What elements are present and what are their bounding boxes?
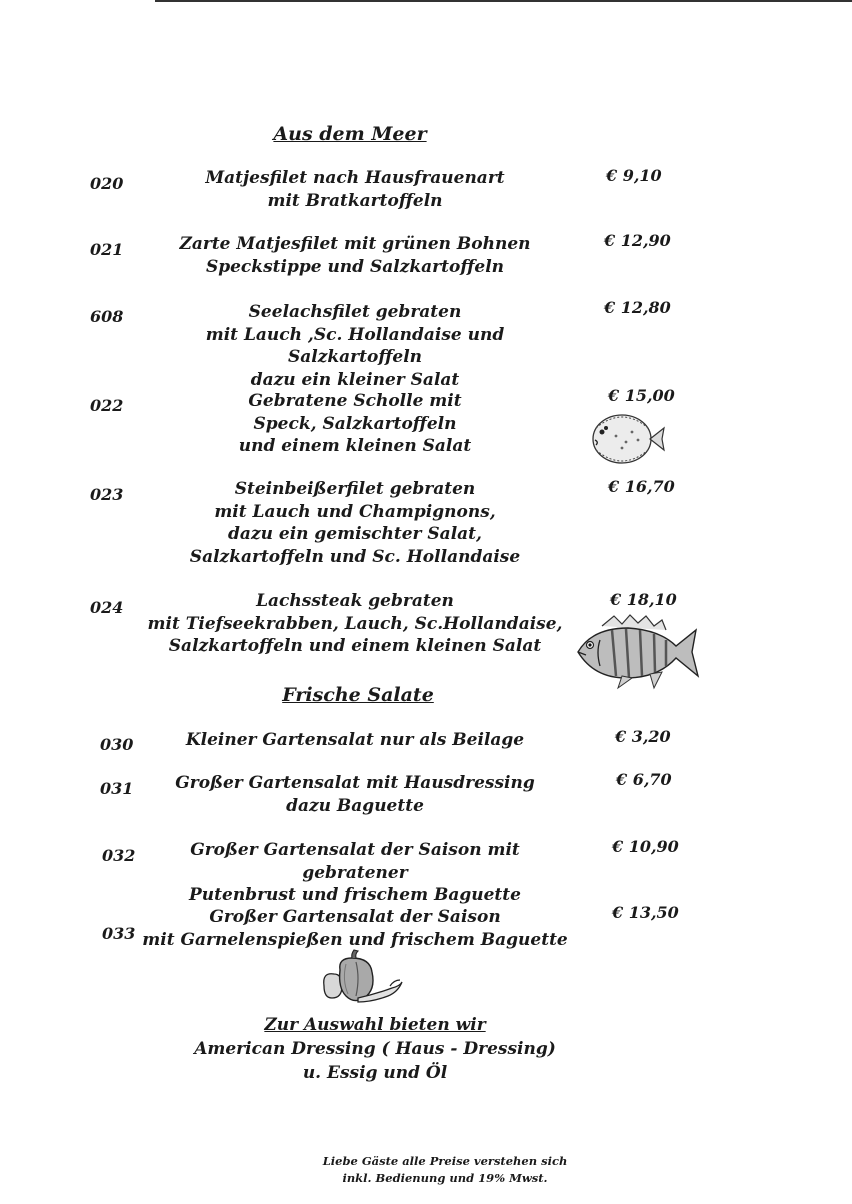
dressing-info — [150, 1013, 600, 1085]
item-price: € 3,20 — [615, 727, 671, 746]
perch-fish-icon — [572, 612, 702, 692]
desc-line: mit Tiefseekrabben, Lauch, Sc.Hollandaise, — [147, 613, 563, 634]
desc-line: Lachssteak gebraten — [256, 591, 454, 611]
desc-line: dazu Baguette — [286, 795, 424, 816]
footer-line: Liebe Gäste alle Preise verstehen sich — [322, 1154, 568, 1168]
item-price: € 6,70 — [616, 770, 672, 789]
section-title-meer: Aus dem Meer — [273, 123, 427, 145]
desc-line: Seelachsfilet gebraten — [248, 302, 462, 322]
item-number: 020 — [90, 174, 124, 193]
item-description — [140, 839, 570, 907]
desc-line: mit Lauch und Champignons, — [214, 501, 496, 522]
item-description — [140, 906, 570, 951]
item-description — [140, 301, 570, 391]
item-number: 030 — [100, 735, 134, 754]
item-number: 032 — [102, 846, 136, 865]
item-number: 033 — [102, 924, 136, 943]
desc-line: dazu ein gemischter Salat, — [228, 524, 482, 544]
dressing-line: u. Essig und Öl — [302, 1063, 448, 1083]
desc-line: Großer Gartensalat der Saison — [209, 907, 501, 927]
desc-line: Zarte Matjesfilet mit grünen Bohnen — [179, 234, 531, 254]
item-price: € 13,50 — [612, 903, 679, 922]
dressing-heading: Zur Auswahl bieten wir — [264, 1015, 486, 1035]
item-price: € 10,90 — [612, 837, 679, 856]
desc-line: Steinbeißerfilet gebraten — [234, 479, 476, 499]
flatfish-icon — [586, 408, 668, 470]
item-description — [140, 167, 570, 212]
item-price: € 16,70 — [608, 477, 675, 496]
desc-line: Kleiner Gartensalat nur als Beilage — [185, 730, 525, 750]
item-description — [140, 590, 570, 658]
desc-line: Großer Gartensalat mit Hausdressing — [175, 773, 535, 793]
item-number: 608 — [90, 307, 124, 326]
item-price: € 15,00 — [608, 386, 675, 405]
item-price: € 9,10 — [606, 166, 662, 185]
desc-line: Speck, Salzkartoffeln — [253, 413, 457, 434]
desc-line: mit Bratkartoffeln — [267, 190, 443, 211]
desc-line: und einem kleinen Salat — [238, 436, 472, 456]
desc-line: Salzkartoffeln und einem kleinen Salat — [168, 636, 542, 656]
pepper-vegetables-icon — [318, 948, 406, 1010]
desc-line: Salzkartoffeln und Sc. Hollandaise — [189, 546, 521, 567]
desc-line: Speckstippe und Salzkartoffeln — [205, 256, 505, 277]
desc-line: mit Garnelenspießen und frischem Baguette — [142, 929, 568, 950]
section-title-salate: Frische Salate — [282, 684, 434, 706]
desc-line: Großer Gartensalat der Saison mit gebratener — [190, 840, 520, 883]
footer-line: inkl. Bedienung und 19% Mwst. — [342, 1171, 548, 1185]
item-price: € 12,80 — [604, 298, 671, 317]
item-number: 021 — [90, 240, 124, 259]
price-note — [300, 1153, 590, 1187]
desc-line: Matjesfilet nach Hausfrauenart — [205, 168, 505, 188]
item-price: € 18,10 — [610, 590, 677, 609]
desc-line: Gebratene Scholle mit — [248, 391, 462, 411]
desc-line: Putenbrust und frischem Baguette — [189, 885, 521, 905]
item-number: 024 — [90, 598, 124, 617]
item-description — [140, 478, 570, 568]
dressing-line: American Dressing ( Haus - Dressing) — [194, 1039, 556, 1059]
item-description — [140, 729, 570, 752]
desc-line: mit Lauch ,Sc. Hollandaise und Salzkartoffeln — [205, 324, 505, 367]
top-rule — [155, 0, 852, 2]
item-description — [140, 233, 570, 278]
item-number: 031 — [100, 779, 134, 798]
item-price: € 12,90 — [604, 231, 671, 250]
desc-line: dazu ein kleiner Salat — [250, 369, 460, 390]
item-description — [140, 390, 570, 458]
item-number: 022 — [90, 396, 124, 415]
item-number: 023 — [90, 485, 124, 504]
item-description — [140, 772, 570, 817]
